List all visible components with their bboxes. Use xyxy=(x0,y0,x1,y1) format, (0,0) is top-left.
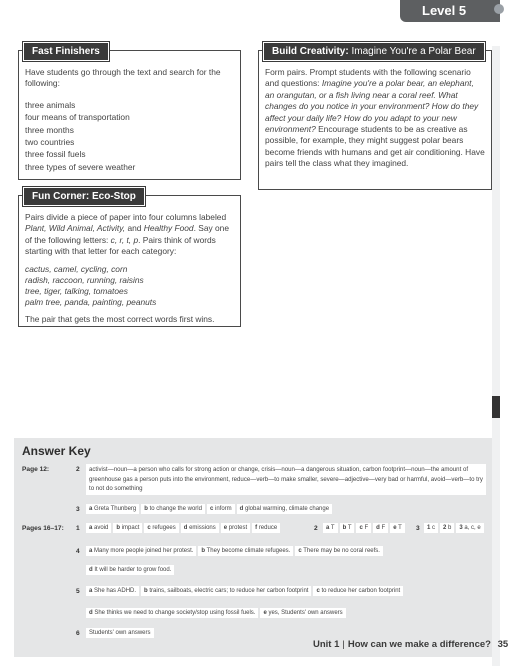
answer-chip: a Many more people joined her protest. xyxy=(86,546,196,556)
answer-chip: 1 c xyxy=(424,523,438,533)
answer-p16-q6 xyxy=(86,628,154,638)
fun-corner-instructions: Pairs divide a piece of paper into four columns labeled Plant, Wild Animal, Activity, and Healthy Food. Say one of the following letters: c, r, t, p. Pairs think of words starting with that letter for each category: xyxy=(25,212,229,257)
answer-chip: e protest xyxy=(221,523,250,533)
answer-p16-q5 xyxy=(86,586,403,596)
list-item: four means of transportation xyxy=(25,112,130,123)
question-number: 2 xyxy=(314,525,318,532)
build-creativity-text: Form pairs. Prompt students with the following scenario and questions: Imagine you're a polar bear, an elephant, an orangutan, or a fish living near a coral reef. What changes do you notice in your environment? How do they affect your daily life? How do you adapt to your new environment? Encourage students to be as creative as possible, for example, they might suggest polar bears become friends with humans and get air conditioning. Have pairs tell the class what they imagined. xyxy=(265,67,485,169)
fast-finishers-list xyxy=(25,99,234,173)
footer-unit: Unit 1 xyxy=(313,639,340,650)
answer-chip: a avoid xyxy=(86,523,111,533)
answer-p16-q1 xyxy=(86,523,280,533)
fun-corner-outro: The pair that gets the most correct words first wins. xyxy=(25,314,215,325)
fun-corner-examples xyxy=(25,264,234,309)
list-item: three types of severe weather xyxy=(25,161,136,172)
build-creativity-title: Build Creativity: Imagine You're a Polar Bear xyxy=(263,42,485,61)
fast-finishers-box xyxy=(18,46,241,180)
answer-chip: b trains, sailboats, electric cars; to reduce her carbon footprint xyxy=(141,586,311,596)
list-item: three fossil fuels xyxy=(25,149,86,160)
question-number: 4 xyxy=(76,548,80,555)
page-edge xyxy=(492,46,500,666)
answer-key-title: Answer Key xyxy=(22,444,91,458)
question-number: 2 xyxy=(76,466,80,473)
footer-question: How can we make a difference? xyxy=(347,639,491,650)
answer-chip: 3 a, c, e xyxy=(456,523,483,533)
fast-finishers-title: Fast Finishers xyxy=(23,42,109,61)
list-item: radish, raccoon, running, raisins xyxy=(25,274,144,285)
answer-chip: c inform xyxy=(207,504,235,514)
fast-finishers-intro: Have students go through the text and search for the following: xyxy=(25,67,221,89)
answer-p16-q4d xyxy=(86,565,174,575)
level-tab xyxy=(400,0,500,22)
list-item: palm tree, panda, painting, peanuts xyxy=(25,297,157,308)
list-item: three animals xyxy=(25,99,76,110)
answer-p16-q4 xyxy=(86,546,383,556)
fun-corner-box xyxy=(18,191,241,327)
answer-p16-q3 xyxy=(424,523,484,533)
list-item: cactus, camel, cycling, corn xyxy=(25,263,128,274)
fun-corner-title: Fun Corner: Eco-Stop xyxy=(23,187,145,206)
answer-chip: c to reduce her carbon footprint xyxy=(313,586,403,596)
answer-chip: c There may be no coral reefs. xyxy=(295,546,383,556)
footer-separator: | xyxy=(342,639,345,650)
page-edge-tab xyxy=(492,396,500,418)
answer-chip: d It will be harder to grow food. xyxy=(86,565,174,575)
answer-chip: d global warming, climate change xyxy=(237,504,332,514)
answer-chip: f reduce xyxy=(252,523,280,533)
answer-chip: a She has ADHD. xyxy=(86,586,139,596)
level-label: Level 5 xyxy=(422,3,467,18)
level-dot xyxy=(494,4,504,14)
answer-chip: b T xyxy=(340,523,355,533)
answer-q2: activist—noun—a person who calls for strong action or change, crisis—noun—a dangerous situation, carbon footprint—noun—the amount of greenhouse gas a person puts into the environment, reduce—verb—to make smaller, severe—adjective—very bad or harmful, avoid—verb—to try to not do something xyxy=(86,464,486,495)
answer-p16-q2 xyxy=(323,523,405,533)
build-creativity-box xyxy=(258,46,492,190)
answer-p16-q5b xyxy=(86,608,346,618)
answer-chip: b to change the world xyxy=(141,504,205,514)
answer-chip: b impact xyxy=(113,523,142,533)
answer-q3 xyxy=(86,504,332,514)
page-footer xyxy=(313,639,508,650)
list-item: three months xyxy=(25,124,74,135)
answer-chip: d F xyxy=(373,523,388,533)
answer-chip: d She thinks we need to change society/stop using fossil fuels. xyxy=(86,608,258,618)
page-12-label: Page 12: xyxy=(22,466,50,473)
answer-chip: b They become climate refugees. xyxy=(198,546,293,556)
answer-key xyxy=(14,438,492,657)
list-item: two countries xyxy=(25,137,75,148)
answer-chip: 2 b xyxy=(440,523,454,533)
answer-chip: c F xyxy=(356,523,371,533)
answer-chip: a T xyxy=(323,523,338,533)
answer-chip: a Greta Thunberg xyxy=(86,504,139,514)
question-number: 6 xyxy=(76,630,80,637)
question-number: 5 xyxy=(76,588,80,595)
pages-16-17-label: Pages 16–17: xyxy=(22,525,64,532)
answer-chip: Students' own answers xyxy=(86,628,154,638)
question-number: 3 xyxy=(416,525,420,532)
answer-chip: e T xyxy=(390,523,405,533)
question-number: 1 xyxy=(76,525,80,532)
list-item: tree, tiger, talking, tomatoes xyxy=(25,286,128,297)
answer-chip: d emissions xyxy=(181,523,219,533)
answer-chip: e yes, Students' own answers xyxy=(260,608,345,618)
answer-chip: c refugees xyxy=(144,523,178,533)
question-number: 3 xyxy=(76,506,80,513)
page-number: 35 xyxy=(497,639,508,650)
